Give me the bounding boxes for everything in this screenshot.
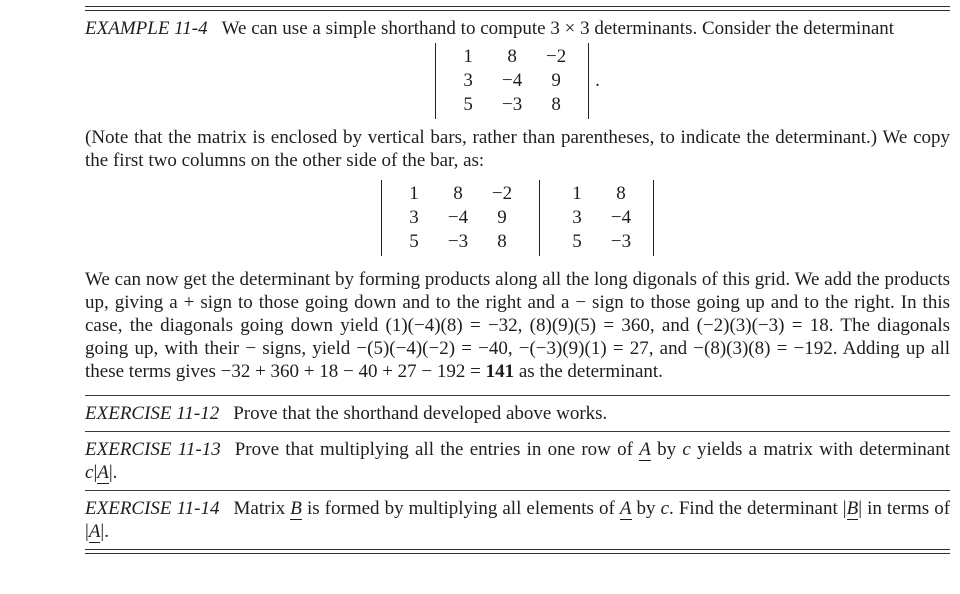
exercise-11-13-text: Prove that multiplying all the entries in one row of (234, 439, 640, 460)
top-double-rule (85, 6, 950, 11)
exercise-divider-rule (85, 395, 950, 396)
scalar-variable-c: c (660, 498, 670, 519)
example-intro-text: We can use a simple shorthand to compute 3 × 3 determinants. Consider the determinant (221, 18, 895, 39)
matrix-variable-B: B (290, 498, 302, 519)
matrix-cell: −2 (491, 183, 513, 204)
display-trailing-period: . (595, 70, 600, 91)
matrix-cell: 5 (409, 231, 419, 252)
exercise-11-13-paragraph (85, 438, 950, 484)
example-body-paragraph (85, 268, 950, 383)
matrix-variable-A: A (639, 439, 651, 460)
exercise-divider-rule (85, 431, 950, 432)
matrix-cell: 3 (409, 207, 419, 228)
matrix-cell: −4 (610, 207, 632, 228)
matrix-grid (555, 182, 643, 254)
matrix-variable-A: A (97, 462, 109, 483)
matrix-cell: 8 (616, 183, 626, 204)
exercise-11-14-paragraph (85, 497, 950, 543)
determinant-result-value: 141 (485, 361, 515, 382)
exercise-11-14-text: by (631, 498, 661, 519)
determinant-bar: | (93, 462, 98, 483)
matrix-cell: 9 (551, 70, 561, 91)
exercise-11-12-label: EXERCISE 11-12 (85, 403, 220, 424)
determinant-display (85, 43, 950, 119)
exercise-11-14-text: | in terms of | (85, 498, 951, 542)
matrix-cell: 8 (551, 94, 561, 115)
exercise-11-12-paragraph (85, 402, 950, 425)
exercise-divider-rule (85, 490, 950, 491)
exercise-11-14-text: Matrix (233, 498, 291, 519)
scalar-variable-c: c (85, 462, 94, 483)
exercise-11-13-text: by (650, 439, 683, 460)
expanded-matrix-left-block (381, 180, 539, 256)
matrix-cell: 3 (572, 207, 582, 228)
exercise-11-13-label: EXERCISE 11-13 (85, 439, 221, 460)
matrix-cell: 1 (572, 183, 582, 204)
example-11-4-paragraph (85, 17, 950, 40)
exercise-11-14-text: . Find the determinant | (669, 498, 847, 519)
matrix-cell: −2 (546, 46, 567, 67)
matrix-grid (446, 45, 578, 117)
matrix-cell: −3 (447, 231, 469, 252)
matrix-cell: 5 (463, 94, 473, 115)
matrix-cell: −4 (447, 207, 469, 228)
matrix-cell: 1 (409, 183, 419, 204)
matrix-cell: 8 (453, 183, 463, 204)
matrix-cell: 8 (497, 231, 507, 252)
matrix-cell: −3 (610, 231, 632, 252)
matrix-variable-A: A (88, 521, 101, 542)
matrix-cell: 9 (497, 207, 507, 228)
expanded-matrix-copied-columns-block (539, 180, 654, 256)
exercise-11-13-text: yields a matrix with determinant (690, 439, 951, 460)
determinant-matrix (435, 43, 589, 119)
matrix-variable-A: A (619, 498, 632, 519)
matrix-cell: 8 (507, 46, 517, 67)
exercise-11-14-text: |. (100, 521, 109, 542)
matrix-cell: 1 (463, 46, 473, 67)
example-label: EXAMPLE 11-4 (85, 18, 208, 39)
body-text-before-result: We can now get the determinant by forming products along all the long digonals of this grid. We add the products up, giving a + sign to those going down and to the right and a − sign to those going up and to the right. In this case, the diagonals going down yield (1)(−4)(8) = −32, (8)(9)(5) = 360, and (−2)(3)(−3) = 18. The diagonals going up, with their − signs, yield −(5)(−4)(−2) = −40, −(−3)(9)(1) = 27, and −(8)(3)(8) = −192. Adding up all these terms gives −32 + 360 + 18 − 40 + 27 − 192 = (85, 269, 950, 382)
exercise-11-14-text: is formed by multiplying all elements of (301, 498, 620, 519)
exercise-11-12-text: Prove that the shorthand developed above works. (233, 403, 608, 424)
bottom-double-rule (85, 549, 950, 554)
expanded-determinant-display (85, 180, 950, 256)
matrix-cell: 5 (572, 231, 582, 252)
note-paragraph: (Note that the matrix is enclosed by vertical bars, rather than parentheses, to indicate the determinant.) We copy the first two columns on the other side of the bar, as: (85, 127, 950, 171)
matrix-grid (392, 182, 524, 254)
exercise-11-14-label: EXERCISE 11-14 (85, 498, 220, 519)
matrix-cell: −3 (502, 94, 523, 115)
scalar-variable-c: c (682, 439, 691, 460)
determinant-bar: |. (108, 462, 118, 483)
textbook-page (85, 6, 950, 554)
matrix-variable-B: B (846, 498, 859, 519)
body-text-after-result: as the determinant. (514, 361, 663, 382)
matrix-cell: 3 (463, 70, 473, 91)
matrix-cell: −4 (502, 70, 523, 91)
